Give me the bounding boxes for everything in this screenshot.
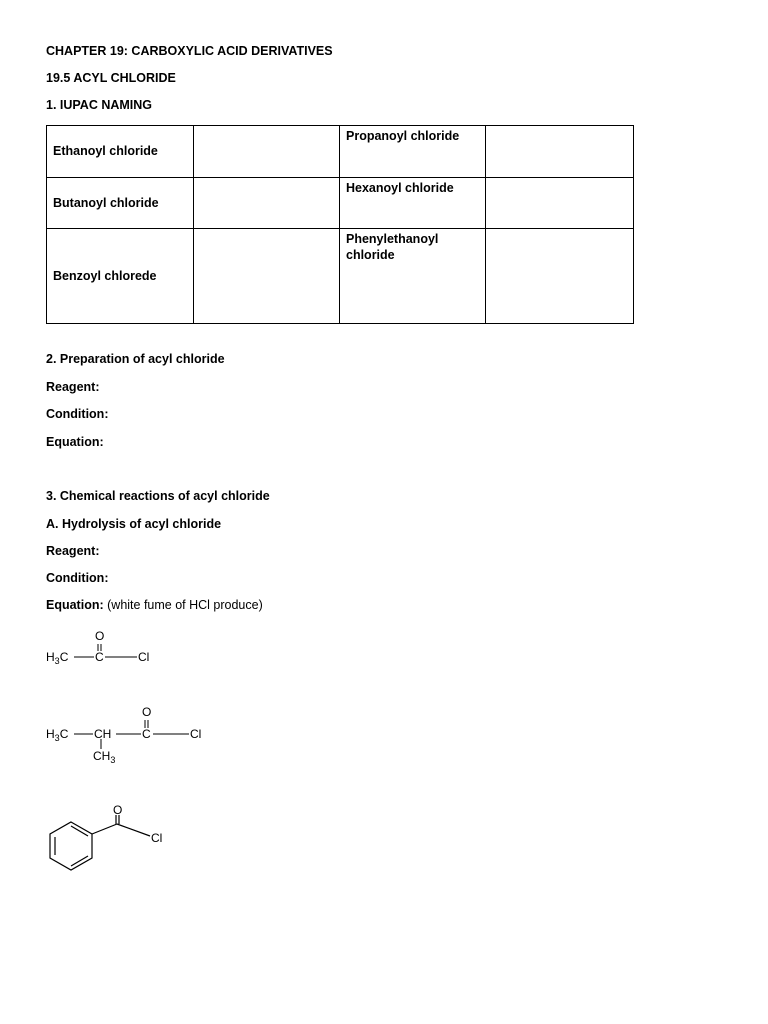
hydrolysis-equation-label: Equation: — [46, 598, 104, 612]
structure-atom-label: C — [142, 727, 151, 741]
table-cell-name: Butanoyl chloride — [47, 177, 194, 229]
benzene-ring — [50, 822, 92, 870]
structure-atom-label: $CH_3$ — [93, 749, 116, 765]
table-cell-name: Benzoyl chlorede — [47, 229, 194, 324]
structure-atom-label: O — [95, 629, 105, 643]
hydrolysis-reagent-label: Reagent: — [46, 544, 100, 558]
structure-atom-label: O — [142, 705, 152, 719]
structure-methylpropanoyl-chloride — [46, 705, 201, 765]
structure-atom-label: $H_3C$ — [46, 727, 69, 743]
structure-atom-label: Cl — [138, 650, 150, 664]
table-cell-name: Phenylethanoyl chloride — [340, 229, 486, 324]
structure-atom-label: CH — [94, 727, 112, 741]
structure-atom-label: $H_3C$ — [46, 650, 69, 666]
preparation-condition-label: Condition: — [46, 407, 109, 421]
hydrolysis-equation-note: (white fume of HCl produce) — [107, 598, 263, 612]
hydrolysis-condition-label: Condition: — [46, 571, 109, 585]
bond-line — [92, 824, 117, 834]
table-cell-name: Ethanoyl chloride — [47, 126, 194, 178]
chapter-title: CHAPTER 19: CARBOXYLIC ACID DERIVATIVES — [46, 44, 333, 58]
structure-atom-label: Cl — [190, 727, 202, 741]
table-cell-name: Hexanoyl chloride — [340, 177, 486, 229]
structure-atom-label: Cl — [151, 831, 163, 845]
preparation-heading: 2. Preparation of acyl chloride — [46, 352, 225, 366]
structure-benzoyl-chloride — [50, 803, 162, 870]
structure-atom-label: O — [113, 803, 123, 817]
structure-ethanoyl-chloride — [46, 629, 149, 666]
bond-line — [117, 824, 150, 836]
preparation-equation-label: Equation: — [46, 435, 104, 449]
structure-atom-label: C — [95, 650, 104, 664]
naming-heading: 1. IUPAC NAMING — [46, 98, 153, 112]
reactions-heading: 3. Chemical reactions of acyl chloride — [46, 489, 270, 503]
preparation-reagent-label: Reagent: — [46, 380, 100, 394]
section-title: 19.5 ACYL CHLORIDE — [46, 71, 176, 85]
hydrolysis-heading: A. Hydrolysis of acyl chloride — [46, 517, 222, 531]
table-cell-name: Propanoyl chloride — [340, 126, 486, 178]
